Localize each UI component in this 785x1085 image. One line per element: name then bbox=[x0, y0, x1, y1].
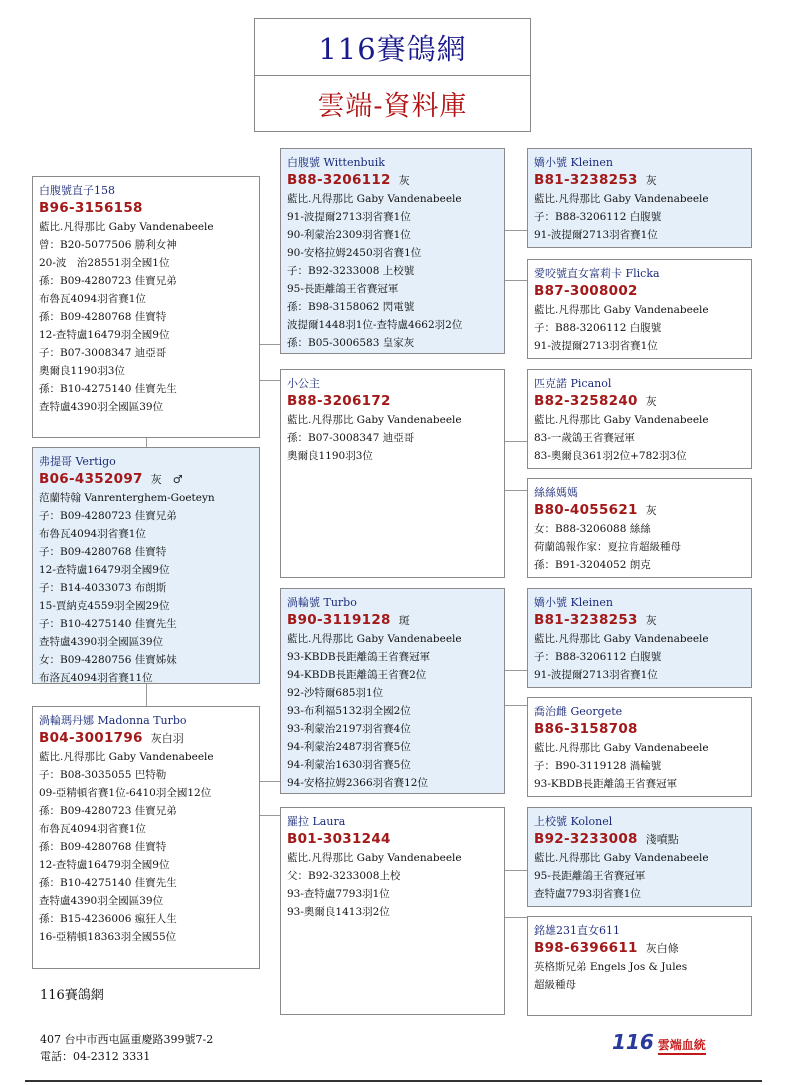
detail-line: 91-波提爾2713羽省賽1位 bbox=[534, 340, 658, 352]
detail-line: 子：B88-3206112 白腹號 bbox=[534, 211, 662, 223]
detail-line: 95-長距離鴿王省賽冠軍 bbox=[534, 870, 646, 882]
footer-site-name: 116賽鴿網 bbox=[40, 988, 104, 1003]
footer-phone: 電話：04-2312 3331 bbox=[40, 1050, 151, 1063]
feather-color: 灰 bbox=[645, 174, 657, 187]
detail-line: 查特盧4390羽全國區39位 bbox=[39, 895, 164, 907]
feather-color: 灰 ♂ bbox=[150, 473, 183, 486]
connector-line bbox=[259, 815, 281, 816]
connector-line bbox=[146, 683, 147, 706]
ring-number-row bbox=[287, 171, 499, 190]
pigeon-details bbox=[287, 411, 499, 465]
connector-line bbox=[504, 870, 528, 871]
detail-line: 93-KBDB長距離鴿王省賽冠軍 bbox=[287, 651, 431, 663]
detail-line: 藍比.凡得那比 Gaby Vandenabeele bbox=[287, 193, 462, 205]
pedigree-card-sdd[interactable] bbox=[527, 478, 752, 578]
detail-line: 16-亞精頓18363羽全國55位 bbox=[39, 931, 177, 943]
detail-line: 藍比.凡得那比 Gaby Vandenabeele bbox=[534, 304, 709, 316]
pigeon-details bbox=[39, 489, 254, 684]
pigeon-details bbox=[39, 748, 254, 946]
ring-number: B88-3206172 bbox=[287, 393, 391, 409]
pedigree-card-dsd[interactable] bbox=[527, 697, 752, 797]
detail-line: 孫：B09-4280723 佳寶兄弟 bbox=[39, 275, 177, 287]
detail-line: 藍比.凡得那比 Gaby Vandenabeele bbox=[534, 414, 709, 426]
detail-line: 奧爾良1190羽3位 bbox=[39, 365, 125, 377]
ring-number: B81-3238253 bbox=[534, 172, 638, 188]
header-title-row bbox=[255, 19, 530, 75]
detail-line: 藍比.凡得那比 Gaby Vandenabeele bbox=[287, 852, 462, 864]
ring-number-row bbox=[39, 729, 254, 748]
site-subtitle: 雲端-資料庫 bbox=[317, 91, 468, 122]
ring-number-row bbox=[534, 392, 746, 411]
pigeon-details bbox=[287, 630, 499, 792]
pigeon-name: 喬治雌 Georgete bbox=[534, 705, 623, 718]
pigeon-name: 嬌小號 Kleinen bbox=[534, 156, 613, 169]
pedigree-card-sss[interactable] bbox=[527, 148, 752, 248]
connector-line bbox=[504, 230, 528, 231]
pigeon-name: 渦輪瑪丹娜 Madonna Turbo bbox=[39, 714, 187, 727]
pigeon-details bbox=[534, 849, 746, 903]
pedigree-card-dam[interactable] bbox=[32, 706, 260, 969]
ring-number-row bbox=[534, 171, 746, 190]
detail-line: 子：B08-3035055 巴特勒 bbox=[39, 769, 167, 781]
feather-color: 灰白條 bbox=[645, 942, 679, 955]
detail-line: 布洛瓦4094羽省賽11位 bbox=[39, 672, 153, 684]
pedigree-card-dss[interactable] bbox=[527, 588, 752, 688]
detail-line: 藍比.凡得那比 Gaby Vandenabeele bbox=[534, 852, 709, 864]
connector-line bbox=[259, 344, 281, 345]
ring-number-row bbox=[534, 501, 746, 520]
site-header bbox=[254, 18, 531, 132]
detail-line: 95-長距離鴿王省賽冠軍 bbox=[287, 283, 399, 295]
pigeon-details bbox=[534, 411, 746, 465]
detail-line: 子：B90-3119128 渦輪號 bbox=[534, 760, 662, 772]
pigeon-name: 絲絲媽媽 bbox=[534, 486, 578, 499]
pigeon-details bbox=[534, 301, 746, 355]
detail-line: 波提爾1448羽1位-查特盧4662羽2位 bbox=[287, 319, 463, 331]
detail-line: 藍比.凡得那比 Gaby Vandenabeele bbox=[39, 221, 214, 233]
detail-line: 91-波提爾2713羽省賽1位 bbox=[534, 229, 658, 241]
detail-line: 藍比.凡得那比 Gaby Vandenabeele bbox=[39, 751, 214, 763]
detail-line: 94-安格拉姆2366羽省賽12位 bbox=[287, 777, 428, 789]
detail-line: 子：B14-4033073 布朗斯 bbox=[39, 582, 167, 594]
feather-color: 灰白羽 bbox=[150, 732, 184, 745]
ring-number: B81-3238253 bbox=[534, 612, 638, 628]
detail-line: 孫：B98-3158062 閃電號 bbox=[287, 301, 415, 313]
pigeon-name: 銘雄231直女611 bbox=[534, 924, 620, 937]
detail-line: 93-奧爾良1413羽2位 bbox=[287, 906, 390, 918]
detail-line: 90-安格拉姆2450羽省賽1位 bbox=[287, 247, 422, 259]
detail-line: 英格斯兄弟 Engels Jos & Jules bbox=[534, 961, 688, 973]
detail-line: 查特盧4390羽全國區39位 bbox=[39, 401, 164, 413]
footer-address: 407 台中市西屯區重慶路399號7-2 bbox=[40, 1033, 214, 1046]
connector-line bbox=[504, 705, 528, 706]
detail-line: 范蘭特翰 Vanrenterghem-Goeteyn bbox=[39, 492, 215, 504]
pigeon-name: 嬌小號 Kleinen bbox=[534, 596, 613, 609]
detail-line: 查特盧4390羽全國區39位 bbox=[39, 636, 164, 648]
detail-line: 12-查特盧16479羽全國9位 bbox=[39, 329, 170, 341]
detail-line: 子：B10-4275140 佳寶先生 bbox=[39, 618, 177, 630]
detail-line: 12-查特盧16479羽全國9位 bbox=[39, 564, 170, 576]
connector-line bbox=[504, 670, 528, 671]
detail-line: 孫：B15-4236006 瘋狂人生 bbox=[39, 913, 177, 925]
detail-line: 83-奧爾良361羽2位+782羽3位 bbox=[534, 450, 687, 462]
connector-line bbox=[504, 917, 528, 918]
detail-line: 子：B88-3206112 白腹號 bbox=[534, 322, 662, 334]
detail-line: 83-一歲鴿王省賽冠軍 bbox=[534, 432, 635, 444]
pedigree-card-subject[interactable] bbox=[32, 176, 260, 438]
feather-color: 灰 bbox=[398, 174, 410, 187]
detail-line: 孫：B10-4275140 佳寶先生 bbox=[39, 877, 177, 889]
detail-line: 藍比.凡得那比 Gaby Vandenabeele bbox=[534, 742, 709, 754]
detail-line: 布魯瓦4094羽省賽1位 bbox=[39, 823, 146, 835]
detail-line: 女：B09-4280756 佳寶姊妹 bbox=[39, 654, 177, 666]
ring-number-row bbox=[534, 939, 746, 958]
detail-line: 孫：B10-4275140 佳寶先生 bbox=[39, 383, 177, 395]
ring-number-row bbox=[534, 611, 746, 630]
detail-line: 孫：B09-4280768 佳寶特 bbox=[39, 841, 167, 853]
pigeon-name: 白腹號 Wittenbuik bbox=[287, 156, 385, 169]
pigeon-name: 小公主 bbox=[287, 377, 320, 390]
detail-line: 09-亞精頓省賽1位-6410羽全國12位 bbox=[39, 787, 212, 799]
feather-color: 灰 bbox=[645, 614, 657, 627]
pedigree-card-dam-dam[interactable] bbox=[280, 807, 505, 1015]
detail-line: 查特盧7793羽省賽1位 bbox=[534, 888, 641, 900]
pigeon-name: 渦輪號 Turbo bbox=[287, 596, 357, 609]
detail-line: 藍比.凡得那比 Gaby Vandenabeele bbox=[287, 633, 462, 645]
detail-line: 93-KBDB長距離鴿王省賽冠軍 bbox=[534, 778, 678, 790]
detail-line: 藍比.凡得那比 Gaby Vandenabeele bbox=[534, 633, 709, 645]
detail-line: 92-沙特爾685羽1位 bbox=[287, 687, 384, 699]
ring-number: B01-3031244 bbox=[287, 831, 391, 847]
feather-color: 斑 bbox=[398, 614, 410, 627]
detail-line: 奧爾良1190羽3位 bbox=[287, 450, 373, 462]
ring-number: B80-4055621 bbox=[534, 502, 638, 518]
detail-line: 孫：B91-3204052 朗克 bbox=[534, 559, 651, 571]
site-title: 116賽鴿網 bbox=[318, 31, 467, 66]
connector-line bbox=[146, 437, 147, 447]
header-subtitle-row bbox=[255, 75, 530, 131]
pigeon-details bbox=[534, 520, 746, 574]
detail-line: 布魯瓦4094羽省賽1位 bbox=[39, 528, 146, 540]
detail-line: 子：B92-3233008 上校號 bbox=[287, 265, 415, 277]
pigeon-details bbox=[534, 739, 746, 793]
pedigree-card-dds[interactable] bbox=[527, 807, 752, 907]
pigeon-details bbox=[534, 958, 746, 994]
pigeon-name: 白腹號直子158 bbox=[39, 184, 115, 197]
ring-number: B88-3206112 bbox=[287, 172, 391, 188]
detail-line: 子：B88-3206112 白腹號 bbox=[534, 651, 662, 663]
pigeon-details bbox=[534, 630, 746, 684]
logo-number: 116 bbox=[612, 1030, 654, 1054]
pedigree-card-sire-dam[interactable] bbox=[280, 369, 505, 578]
ring-number-row bbox=[39, 470, 254, 489]
detail-line: 子：B09-4280768 佳寶特 bbox=[39, 546, 167, 558]
detail-line: 91-波提爾2713羽省賽1位 bbox=[534, 669, 658, 681]
pigeon-name: 匹克諾 Picanol bbox=[534, 377, 612, 390]
detail-line: 子：B09-4280723 佳寶兄弟 bbox=[39, 510, 177, 522]
detail-line: 藍比.凡得那比 Gaby Vandenabeele bbox=[287, 414, 462, 426]
pigeon-name: 羅拉 Laura bbox=[287, 815, 346, 828]
detail-line: 91-波提爾2713羽省賽1位 bbox=[287, 211, 411, 223]
detail-line: 父：B92-3233008上校 bbox=[287, 870, 401, 882]
detail-line: 94-利蒙治2487羽省賽5位 bbox=[287, 741, 411, 753]
ring-number: B98-6396611 bbox=[534, 940, 638, 956]
footer-contact bbox=[40, 1031, 213, 1065]
ring-number: B96-3156158 bbox=[39, 200, 143, 216]
pigeon-details bbox=[39, 218, 254, 416]
pedigree-card-ddd[interactable] bbox=[527, 916, 752, 1016]
detail-line: 超級種母 bbox=[534, 979, 576, 991]
ring-number: B87-3008002 bbox=[534, 283, 638, 299]
connector-line bbox=[259, 380, 281, 381]
ring-number: B90-3119128 bbox=[287, 612, 391, 628]
pedigree-card-sds[interactable] bbox=[527, 369, 752, 469]
detail-line: 子：B07-3008347 迪亞哥 bbox=[39, 347, 167, 359]
logo-text: 雲端血統 bbox=[658, 1036, 706, 1055]
detail-line: 93-查特盧7793羽1位 bbox=[287, 888, 390, 900]
pigeon-name: 弗提哥 Vertigo bbox=[39, 455, 116, 468]
detail-line: 女：B88-3206088 絲絲 bbox=[534, 523, 651, 535]
detail-line: 孫：B09-4280768 佳寶特 bbox=[39, 311, 167, 323]
ring-number: B04-3001796 bbox=[39, 730, 143, 746]
pigeon-name: 愛咬號直女富莉卡 Flicka bbox=[534, 267, 660, 280]
detail-line: 93-布利福5132羽全國2位 bbox=[287, 705, 411, 717]
ring-number-row bbox=[534, 830, 746, 849]
detail-line: 藍比.凡得那比 Gaby Vandenabeele bbox=[534, 193, 709, 205]
cloud-pedigree-logo[interactable] bbox=[612, 1030, 706, 1055]
detail-line: 孫：B09-4280723 佳寶兄弟 bbox=[39, 805, 177, 817]
detail-line: 孫：B05-3006583 皇家灰 bbox=[287, 337, 415, 349]
detail-line: 93-利蒙治2197羽省賽4位 bbox=[287, 723, 411, 735]
pedigree-card-dam-sire[interactable] bbox=[280, 588, 505, 794]
pigeon-name: 上校號 Kolonel bbox=[534, 815, 613, 828]
detail-line: 90-利蒙治2309羽省賽1位 bbox=[287, 229, 411, 241]
detail-line: 布魯瓦4094羽省賽1位 bbox=[39, 293, 146, 305]
feather-color: 灰 bbox=[645, 395, 657, 408]
detail-line: 94-KBDB長距離鴿王省賽2位 bbox=[287, 669, 427, 681]
pedigree-card-sire-sire[interactable] bbox=[280, 148, 505, 354]
bottom-divider bbox=[25, 1080, 762, 1082]
ring-number: B86-3158708 bbox=[534, 721, 638, 737]
connector-line bbox=[504, 280, 528, 281]
detail-line: 曾：B20-5077506 勝利女神 bbox=[39, 239, 177, 251]
detail-line: 孫：B07-3008347 迪亞哥 bbox=[287, 432, 415, 444]
detail-line: 15-賈納克4559羽全國29位 bbox=[39, 600, 170, 612]
connector-line bbox=[504, 441, 528, 442]
detail-line: 94-利蒙治1630羽省賽5位 bbox=[287, 759, 411, 771]
pigeon-details bbox=[534, 190, 746, 244]
detail-line: 荷蘭鴿報作家：夏拉肯超級種母 bbox=[534, 541, 681, 553]
feather-color: 灰 bbox=[645, 504, 657, 517]
connector-line bbox=[504, 490, 528, 491]
pigeon-details bbox=[287, 190, 499, 352]
ring-number: B06-4352097 bbox=[39, 471, 143, 487]
connector-line bbox=[259, 781, 281, 782]
pedigree-card-sire[interactable] bbox=[32, 447, 260, 684]
pedigree-card-ssd[interactable] bbox=[527, 259, 752, 359]
detail-line: 12-查特盧16479羽全國9位 bbox=[39, 859, 170, 871]
feather-color: 淺噴點 bbox=[645, 833, 679, 846]
ring-number: B82-3258240 bbox=[534, 393, 638, 409]
pigeon-details bbox=[287, 849, 499, 921]
ring-number-row bbox=[287, 611, 499, 630]
detail-line: 20-波 治28551羽全國1位 bbox=[39, 257, 170, 269]
ring-number: B92-3233008 bbox=[534, 831, 638, 847]
